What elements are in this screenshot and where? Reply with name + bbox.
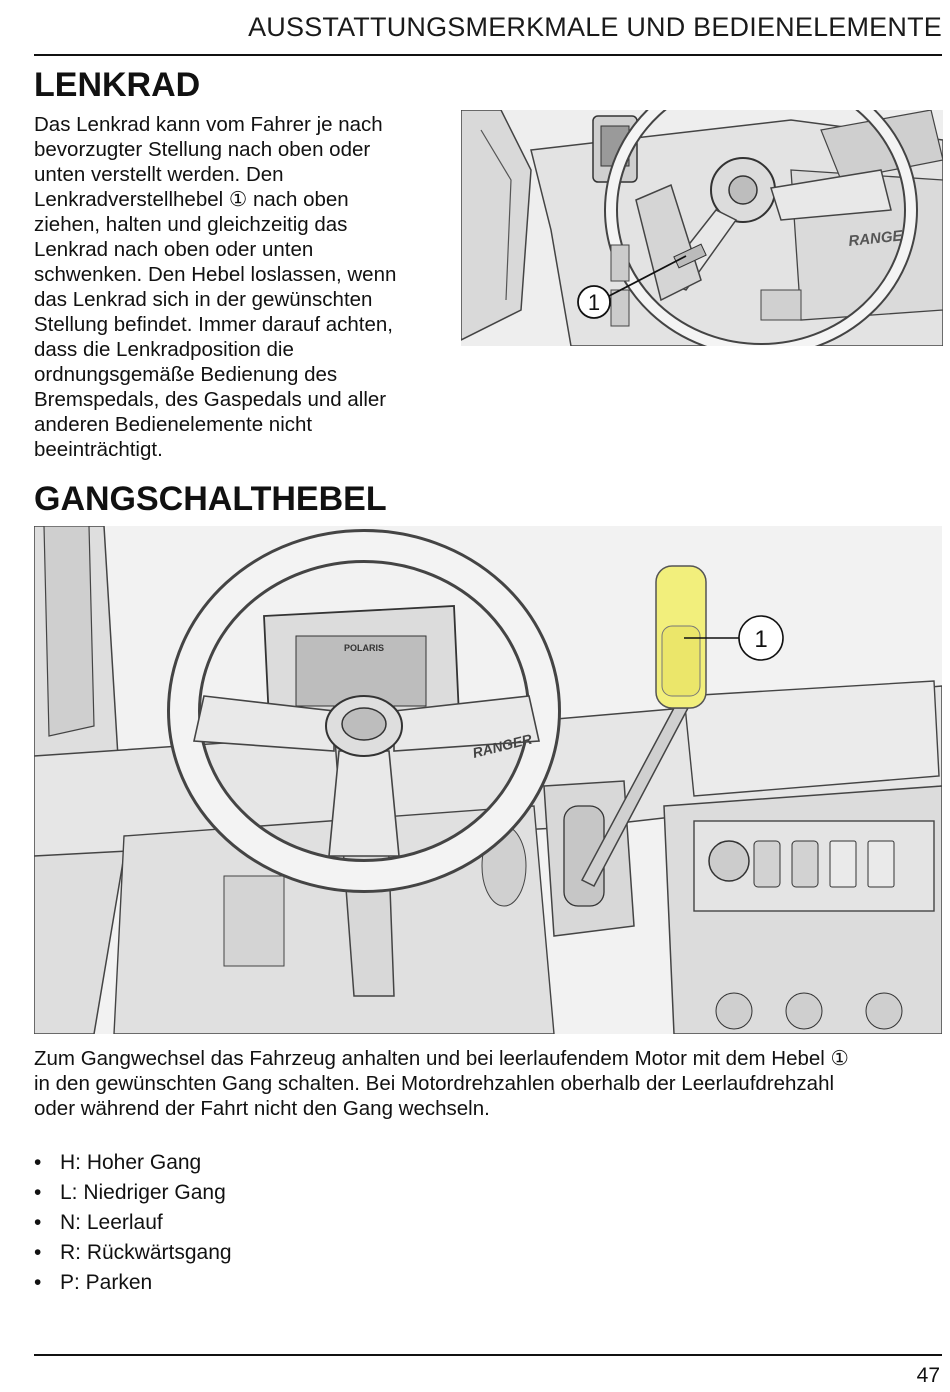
text-line: oder während der Fahrt nicht den Gang wechseln. — [34, 1097, 490, 1120]
gear-item-label: H: Hoher Gang — [60, 1151, 202, 1174]
text-line: Stellung befindet. Immer darauf achten, — [34, 313, 393, 336]
text-line: Lenkradverstellhebel ① nach oben — [34, 188, 349, 211]
bullet-icon: • — [34, 1271, 42, 1294]
text-line: Das Lenkrad kann vom Fahrer je nach — [34, 113, 383, 136]
text-line: Zum Gangwechsel das Fahrzeug anhalten und bei leerlaufendem Motor mit dem Hebel ① — [34, 1047, 849, 1070]
bullet-icon: • — [34, 1181, 42, 1204]
steering-adjust-illustration — [461, 110, 943, 346]
text-line: ziehen, halten und gleichzeitig das — [34, 213, 348, 236]
list-item — [34, 1268, 232, 1298]
text-line: in den gewünschten Gang schalten. Bei Motordrehzahlen oberhalb der Leerlaufdrehzahl — [34, 1072, 835, 1095]
footer-rule — [34, 1354, 942, 1356]
gear-item-label: P: Parken — [60, 1271, 153, 1294]
running-header: AUSSTATTUNGSMERKMALE UND BEDIENELEMENTE — [248, 12, 942, 42]
lenkrad-paragraph — [34, 112, 446, 462]
text-line: dass die Lenkradposition die — [34, 338, 294, 361]
polaris-cluster-label: POLARIS — [343, 643, 385, 653]
gear-item-label: R: Rückwärtsgang — [60, 1241, 232, 1264]
steering-adjust-figure — [461, 110, 943, 346]
list-item — [34, 1148, 232, 1178]
list-item — [34, 1178, 232, 1208]
header-rule — [34, 54, 942, 56]
text-line: ordnungsgemäße Bedienung des — [34, 363, 338, 386]
ranger-wheel-label: RANGER — [470, 730, 534, 761]
text-line: anderen Bedienelemente nicht — [34, 413, 313, 436]
ranger-dash-label: RANGER — [847, 226, 915, 250]
text-line: Bremspedals, des Gaspedals und aller — [34, 388, 387, 411]
list-item — [34, 1208, 232, 1238]
section-title-lenkrad: LENKRAD — [34, 66, 201, 104]
text-line: unten verstellt werden. Den — [34, 163, 284, 186]
bullet-icon: • — [34, 1151, 42, 1174]
callout-number: 1 — [587, 290, 601, 315]
gear-lever-illustration — [34, 526, 942, 1034]
page-number: 47 — [916, 1364, 940, 1387]
text-line: das Lenkrad sich in der gewünschten — [34, 288, 373, 311]
gear-item-label: N: Leerlauf — [60, 1211, 163, 1234]
gear-list — [34, 1148, 232, 1298]
bullet-icon: • — [34, 1241, 42, 1264]
gear-item-label: L: Niedriger Gang — [60, 1181, 226, 1204]
section-title-gangschalthebel: GANGSCHALTHEBEL — [34, 480, 387, 518]
text-line: Lenkrad nach oben oder unten — [34, 238, 314, 261]
gangschalthebel-paragraph — [34, 1046, 944, 1121]
text-line: bevorzugter Stellung nach oben oder — [34, 138, 371, 161]
list-item — [34, 1238, 232, 1268]
text-line: schwenken. Den Hebel loslassen, wenn — [34, 263, 397, 286]
gear-lever-figure — [34, 526, 942, 1034]
bullet-icon: • — [34, 1211, 42, 1234]
callout-number: 1 — [754, 626, 768, 653]
text-line: beeinträchtigt. — [34, 438, 163, 461]
